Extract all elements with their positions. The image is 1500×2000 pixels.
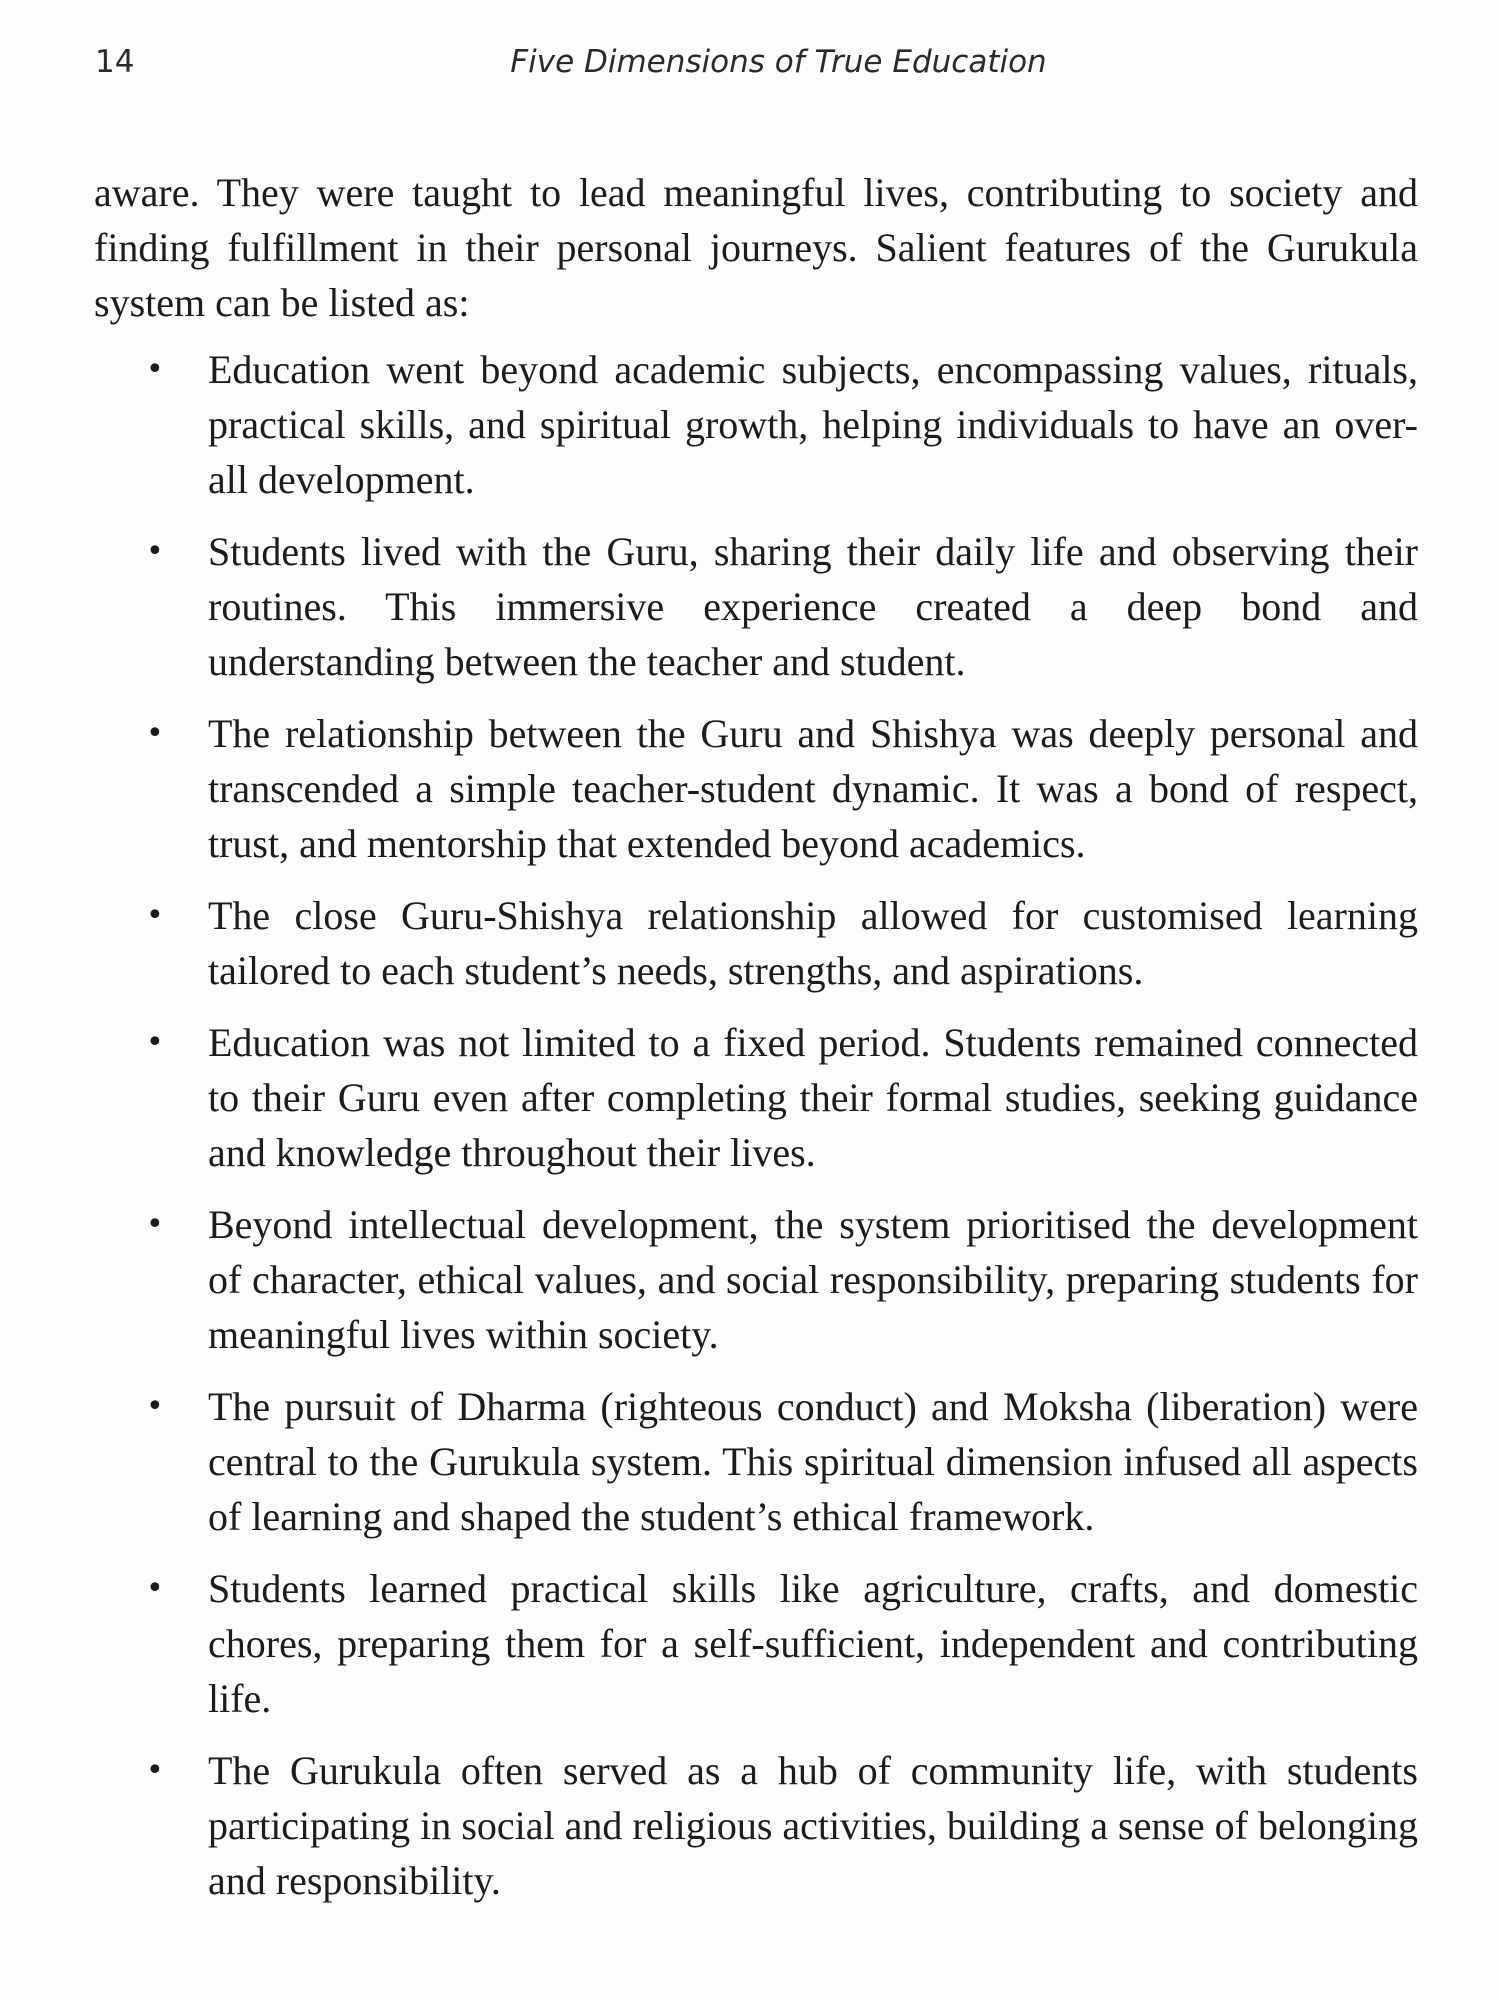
bullet-icon: •	[146, 1753, 164, 1788]
page-number: 14	[95, 44, 135, 80]
bullet-icon: •	[146, 716, 164, 751]
bullet-icon: •	[146, 352, 164, 387]
list-item	[94, 524, 1418, 689]
list-item	[94, 888, 1418, 998]
list-item	[94, 706, 1418, 871]
list-item	[94, 342, 1418, 507]
book-title: Five Dimensions of True Education	[510, 44, 1047, 80]
running-header	[95, 44, 1422, 88]
list-item-text: The pursuit of Dharma (righteous conduct) and Moksha (liberation) were central to the Gurukula system. This spiritual dimension infused all aspects of learning and shaped the student’s ethical framework.	[208, 1384, 1418, 1539]
features-list	[94, 342, 1418, 1908]
list-item	[94, 1561, 1418, 1726]
list-item	[94, 1015, 1418, 1180]
list-item-text: Students lived with the Guru, sharing their daily life and observing their routines. This immersive experience created a deep bond and understanding between the teacher and student.	[208, 529, 1418, 684]
body-text	[94, 165, 1418, 1925]
list-item	[94, 1743, 1418, 1908]
intro-paragraph: aware. They were taught to lead meaningful lives, contributing to society and finding fulfillment in their personal journeys. Salient features of the Gurukula system can be listed as:	[94, 170, 1418, 325]
list-item-text: Education was not limited to a fixed period. Students remained connected to their Guru even after completing their formal studies, seeking guidance and knowledge throughout their lives.	[208, 1020, 1418, 1175]
list-item-text: Beyond intellectual development, the system prioritised the development of character, ethical values, and social responsibility, preparing students for meaningful lives within society.	[208, 1202, 1418, 1357]
list-item-text: Education went beyond academic subjects, encompassing values, rituals, practical skills, and spiritual growth, helping individuals to have an over-all development.	[208, 347, 1418, 502]
bullet-icon: •	[146, 1025, 164, 1060]
list-item-text: Students learned practical skills like agriculture, crafts, and domestic chores, preparing them for a self-sufficient, independent and contributing life.	[208, 1566, 1418, 1721]
list-item-text: The Gurukula often served as a hub of community life, with students participating in social and religious activities, building a sense of belonging and responsibility.	[208, 1748, 1418, 1903]
list-item-text: The relationship between the Guru and Shishya was deeply personal and transcended a simple teacher-student dynamic. It was a bond of respect, trust, and mentorship that extended beyond academics.	[208, 711, 1418, 866]
list-item	[94, 1197, 1418, 1362]
bullet-icon: •	[146, 1207, 164, 1242]
bullet-icon: •	[146, 898, 164, 933]
bullet-icon: •	[146, 1389, 164, 1424]
list-item-text: The close Guru-Shishya relationship allowed for customised learning tailored to each student’s needs, strengths, and aspirations.	[208, 893, 1418, 993]
bullet-icon: •	[146, 534, 164, 569]
bullet-icon: •	[146, 1571, 164, 1606]
list-item	[94, 1379, 1418, 1544]
